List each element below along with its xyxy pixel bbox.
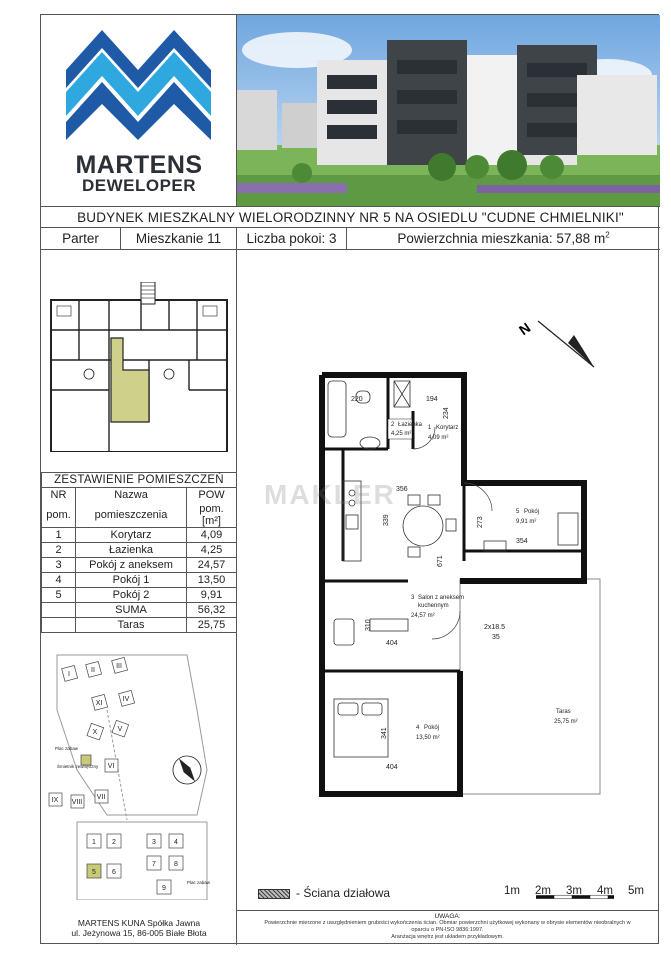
floor-label: Parter	[41, 228, 121, 250]
plan-room-label: 3	[411, 595, 415, 601]
rooms-count: Liczba pokoi: 3	[237, 228, 347, 250]
plan-dimension: 234	[443, 407, 450, 419]
site-building-label: XI	[95, 700, 103, 707]
sum-label: SUMA	[76, 602, 187, 617]
table-row	[42, 542, 237, 557]
site-building-label: I	[68, 671, 70, 678]
plan-room-area: 4,25 m²	[391, 431, 412, 437]
plan-dimension: 310	[365, 619, 372, 631]
room-nr: 4	[42, 572, 76, 587]
plan-room-label: Korytarz	[436, 425, 459, 431]
site-building-label: X	[92, 729, 98, 736]
header-name: Nazwa	[76, 488, 187, 503]
site-plot-label: 8	[174, 861, 178, 868]
site-playground-label-2: Plac zabaw	[187, 880, 211, 885]
notes-line: oparciu o PN-ISO 9836:1997.	[411, 927, 484, 933]
apartment-area	[347, 228, 660, 250]
plan-room-label: 1	[428, 425, 432, 431]
notes-box	[236, 910, 659, 944]
header-area-2: pom. [m²]	[187, 503, 237, 528]
document-sheet	[40, 14, 659, 944]
watermark: MAKLER	[264, 479, 396, 510]
plan-room-label: kuchennym	[418, 603, 449, 609]
plan-dimension: 341	[381, 727, 388, 739]
site-building-label: VI	[107, 763, 115, 770]
table-row	[42, 557, 237, 572]
scale-label: 2m	[535, 885, 551, 897]
left-column	[41, 250, 237, 945]
plan-room-area: 24,57 m²	[411, 613, 435, 619]
apartment-number: Mieszkanie 11	[121, 228, 237, 250]
site-building-label: VIII	[71, 799, 83, 806]
site-waste-label: Śmietnik zewnętrzny	[57, 764, 99, 769]
apartment-area-value: Powierzchnia mieszkania: 57,88 m	[397, 231, 606, 246]
plan-dimension: 356	[396, 486, 408, 493]
room-nr: 5	[42, 587, 76, 602]
room-name: Pokój z aneksem	[76, 557, 187, 572]
site-plot-label: 6	[112, 869, 116, 876]
sum-row	[42, 602, 237, 617]
plan-room-label: Pokój	[524, 509, 540, 515]
room-nr: 1	[42, 527, 76, 542]
room-nr: 3	[42, 557, 76, 572]
plan-dimension: 404	[386, 640, 398, 647]
header-name-2: pomieszczenia	[76, 503, 187, 528]
site-building-label: II	[91, 667, 95, 674]
partition-wall-swatch	[258, 889, 290, 899]
plan-terrace-label: Taras	[556, 709, 571, 715]
site-plot-label: 7	[152, 861, 156, 868]
scale-label: 1m	[504, 885, 520, 897]
brand-logo-icon	[66, 30, 211, 140]
brand-subtitle: DEWELOPER	[81, 176, 197, 195]
north-arrow-icon	[516, 319, 594, 367]
apartment-floor-plan	[238, 251, 659, 851]
room-name: Pokój 1	[76, 572, 187, 587]
site-playground-label: Plac zabaw	[55, 746, 79, 751]
plan-room-area: 13,50 m²	[416, 735, 440, 741]
developer-info	[41, 918, 237, 938]
building-title: BUDYNEK MIESZKALNY WIELORODZINNY NR 5 NA OSIEDLU "CUDNE CHMIELNIKI"	[41, 207, 660, 228]
notes-text	[240, 920, 655, 941]
table-row	[42, 587, 237, 602]
plan-dimension: 339	[383, 514, 390, 526]
site-plot-label: 2	[112, 839, 116, 846]
site-plot-label: 1	[92, 839, 96, 846]
table-caption: ZESTAWIENIE POMIESZCZEŃ	[42, 473, 237, 488]
terrace-label: Taras	[76, 617, 187, 632]
room-area: 24,57	[187, 557, 237, 572]
site-plot-label: 9	[162, 885, 166, 892]
site-building-label: V	[117, 726, 123, 733]
developer-name: MARTENS KUNA Spółka Jawna	[77, 918, 201, 928]
building-render-image	[237, 15, 660, 207]
rooms-summary-table	[41, 472, 237, 633]
table-row	[42, 572, 237, 587]
legend-label: - Ściana działowa	[296, 886, 391, 900]
developer-address: ul. Jeżynowa 15, 86-005 Białe Błota	[71, 928, 207, 938]
plan-dimension: 35	[492, 634, 500, 641]
plan-room-label: Salon z aneksem	[418, 595, 465, 601]
logo-box	[41, 15, 237, 207]
header-nr: NR	[42, 488, 76, 503]
plan-room-label: Łazienka	[398, 422, 423, 428]
plan-dimension: 671	[437, 555, 444, 567]
room-name: Korytarz	[76, 527, 187, 542]
room-name: Pokój 2	[76, 587, 187, 602]
header-nr-2: pom.	[42, 503, 76, 528]
plan-room-area: 4,09 m²	[428, 435, 449, 441]
site-building-label: IV	[122, 696, 130, 703]
site-building-label: IX	[51, 797, 59, 804]
plan-room-label: 5	[516, 509, 520, 515]
plan-dimension: 194	[426, 396, 438, 403]
plan-dimension: 220	[351, 396, 363, 403]
apartment-info-row	[41, 228, 660, 250]
svg-text:N: N	[515, 319, 534, 339]
plan-terrace-area: 25,75 m²	[554, 719, 578, 725]
plan-room-area: 9,91 m²	[516, 519, 537, 525]
terrace-value: 25,75	[187, 617, 237, 632]
header-area: POW	[187, 488, 237, 503]
room-area: 4,09	[187, 527, 237, 542]
terrace-row	[42, 617, 237, 632]
site-plot-label: 4	[174, 839, 178, 846]
notes-line: Aranżacja wnętrz jest układem przykładowym.	[391, 934, 504, 940]
estate-site-map	[47, 650, 233, 900]
room-area: 4,25	[187, 542, 237, 557]
plan-dimension: 273	[477, 516, 484, 528]
brand-name: MARTENS	[75, 151, 203, 179]
room-nr: 2	[42, 542, 76, 557]
site-building-label: VII	[96, 794, 106, 801]
plan-room-label: 2	[391, 422, 395, 428]
scale-label: 4m	[597, 885, 613, 897]
sum-value: 56,32	[187, 602, 237, 617]
plan-dimension: 404	[386, 764, 398, 771]
plan-room-label: 4	[416, 725, 420, 731]
site-plot-label: 3	[152, 839, 156, 846]
plan-room-label: Pokój	[424, 725, 440, 731]
site-plot-label: 5	[92, 869, 96, 876]
room-name: Łazienka	[76, 542, 187, 557]
scale-label: 5m	[628, 885, 644, 897]
site-compass-icon	[168, 751, 207, 790]
site-building-label: III	[116, 663, 122, 670]
plan-dimension: 354	[516, 538, 528, 545]
table-row	[42, 527, 237, 542]
room-area: 13,50	[187, 572, 237, 587]
notes-title: UWAGA:	[434, 913, 461, 920]
room-area: 9,91	[187, 587, 237, 602]
plan-dimension: 2x18.5	[484, 624, 506, 631]
floor-key-plan	[49, 282, 229, 452]
notes-line: Powierzchnie mierzone z uwzględnieniem grubości wykończenia ścian. Obmiar powierzchni użytkowej wykonany w obrysie elementów nieobralnych w	[264, 920, 631, 926]
area-unit-sup: 2	[605, 230, 610, 240]
scale-label: 3m	[566, 885, 582, 897]
